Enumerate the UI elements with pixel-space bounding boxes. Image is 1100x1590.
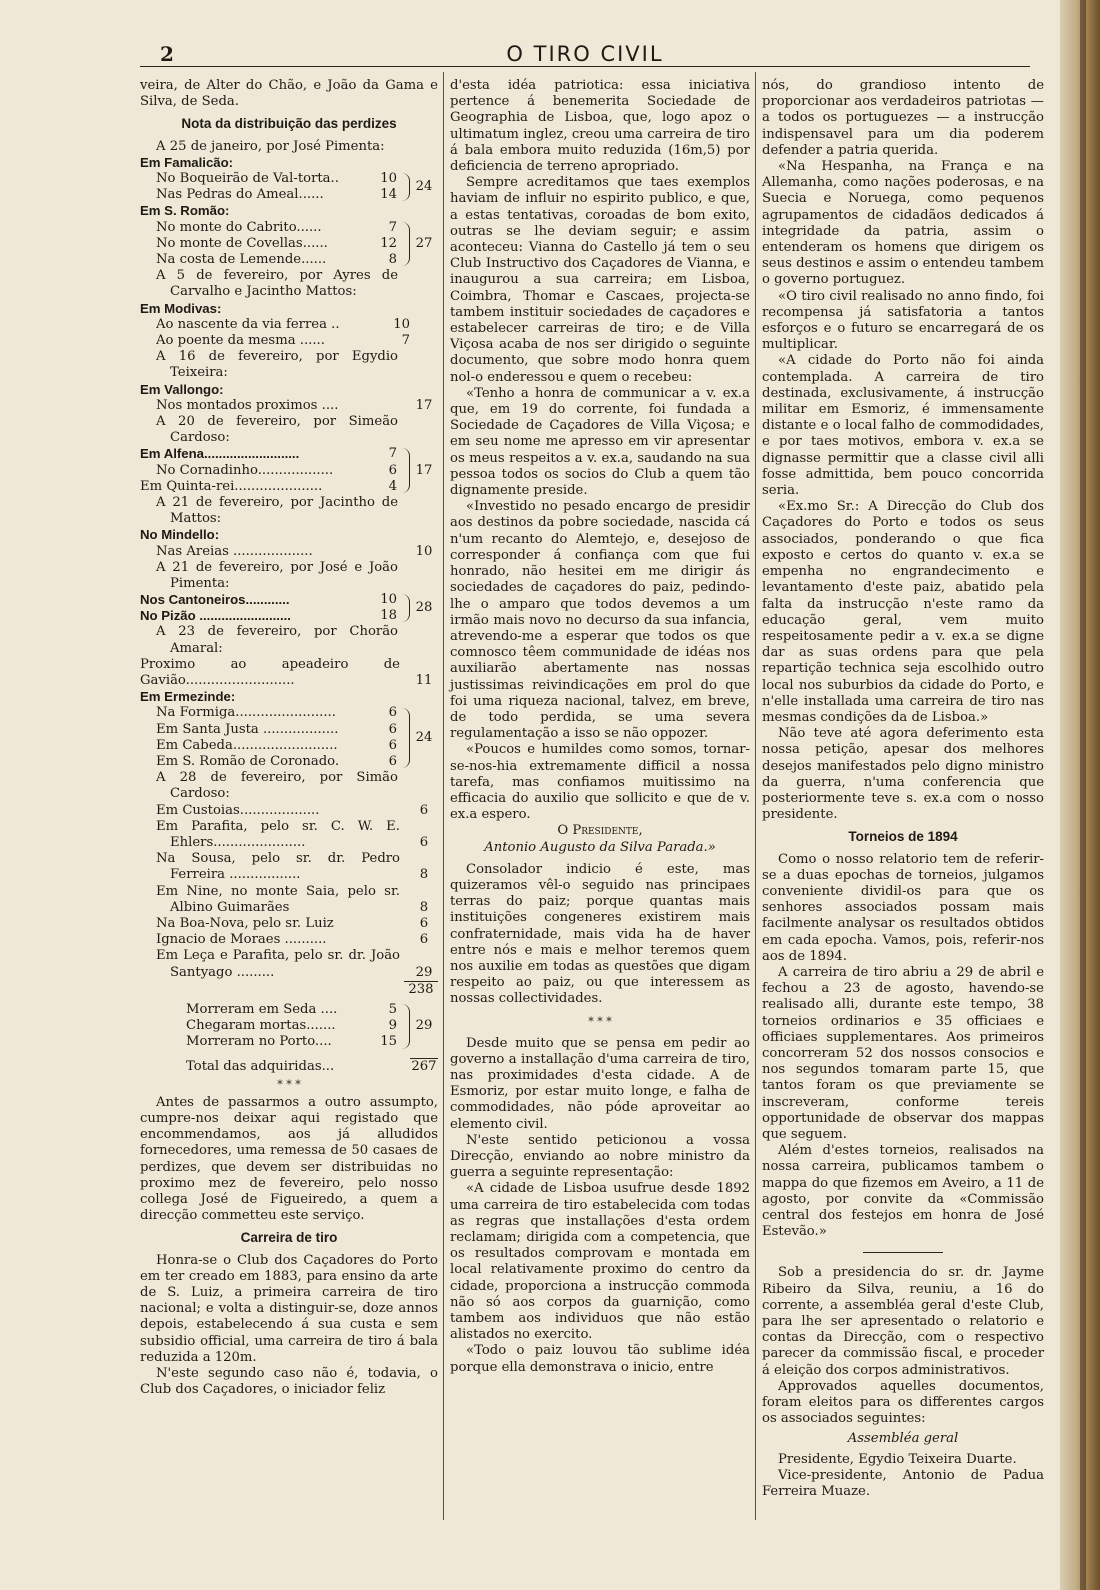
entry-count: 10 [380, 171, 397, 186]
brace [397, 708, 410, 769]
location-heading: Em Famalicão: [140, 154, 234, 170]
section-separator: * * * [588, 1014, 612, 1028]
entry-group [140, 446, 438, 495]
paragraph: Além d'estes torneios, realisados na nossa carreira, publicamos tambem o mappa do que fizemos em Aveiro, a 11 de agosto, por convite da «Commissão central dos festejos em honra de José Estevão.» [762, 1143, 1044, 1240]
entry-count: 10 [393, 316, 410, 332]
entry-label: Ao poente da mesma ...... [156, 332, 325, 348]
entry-label: Em S. Romão de Coronado. [156, 754, 340, 770]
entry-count: 11 [415, 673, 433, 689]
paragraph: «Tenho a honra de communicar a v. ex.a que, em 19 do corrente, foi fundada a Sociedade de Caçadores de Villa Viçosa; e em seu nome me apresso em vir apresentar os meus respeitos a v. ex.a, saudando na sua pessoa todos os socios do Club a quem tão dignamente preside. [450, 385, 750, 499]
entry-group [140, 220, 438, 269]
entry-count: 15 [380, 1034, 397, 1050]
page-header [140, 42, 1030, 67]
entry-count: 6 [388, 705, 397, 721]
entry-label: No Boqueirão de Val-torta.. [156, 171, 339, 186]
entry-count: 29 [415, 964, 433, 980]
entry-label: Na Sousa, pelo sr. dr. Pedro Ferreira ................. [156, 851, 400, 883]
paragraph: «Todo o paiz louvou tão sublime idéa porque ella demonstrava o inicio, entre [450, 1343, 750, 1375]
paragraph: Approvados aquelles documentos, foram eleitos para os differentes cargos os associados seguintes: [762, 1378, 1044, 1427]
paragraph: N'este segundo caso não é, todavia, o Club dos Caçadores, o iniciador feliz [140, 1366, 438, 1398]
entry-count: 6 [419, 916, 429, 932]
paragraph: Consolador indicio é este, mas quizeramos vêl-o seguido nas principaes terras do paiz; porque quantas mais instituições congeneres existirem mais confraternidade, mais vida ha de haver entre nós e mais e melhor teremos quem nos auxilie em todas as questões que digam respeito ao paiz, ou que interessem as nossas collectividades. [450, 861, 750, 1007]
paragraph: «Ex.mo Sr.: A Direcção do Club dos Caçadores do Porto e todos os seus associados, ponderando o que fica exposto e certos do quanto v. ex.a se empenha no engrandecimento e levantamento d'este paiz, abatido pela falta da instrucção n'este ramo da educação geral, vem muito respeitosamente pedir a v. ex.a se digne dar as suas ordens para que pela repartição technica seja escolhido outro local nos suburbios da cidade do Porto, e n'elle installada uma carreira de tiro nas mesmas condições da de Lisboa.» [762, 499, 1044, 725]
column-divider [755, 72, 756, 1520]
entry-count: 6 [388, 721, 397, 737]
entry-count: 4 [388, 478, 397, 494]
paragraph: nós, do grandioso intento de proporcionar aos verdadeiros patriotas — a todos os portuguezes — a instrucção indispensavel para um dia poderem defender a patria querida. [762, 78, 1044, 158]
entry-count: 17 [415, 397, 433, 413]
entry-count: 18 [380, 608, 397, 624]
entry-label: Ao nascente da via ferrea .. [156, 316, 340, 332]
signature-name: Antonio Augusto da Silva Parada.» [484, 839, 716, 855]
section-heading: Nota da distribuição das perdizes [181, 116, 397, 132]
paragraph: «Na Hespanha, na França e na Allemanha, como nações poderosas, e na Suecia e Noruega, como pequenos agrupamentos de cidadãos dedicados á integridade da patria, assim o entenderam os homens que dirigem os seus destinos e assim o entendeu tambem o governo portuguez. [762, 159, 1044, 288]
entry-label: No monte de Covellas...... [156, 235, 328, 251]
binding-shadow [1080, 0, 1086, 1590]
paragraph: «Poucos e humildes como somos, tornar-se-nos-hia extremamente difficil a nossa tarefa, mas confiamos muitissimo na efficacia do auxilio que sollicito e que de v. ex.a espero. [450, 742, 750, 823]
paragraph: Sob a presidencia do sr. dr. Jayme Ribeiro da Silva, reuniu, a 16 do corrente, a assembléa geral d'este Club, para lhe ser apresentado o relatorio e contas da Direcção, com o respectivo parecer da commissão fiscal, e proceder á eleição dos corpos administrativos. [762, 1265, 1044, 1378]
entry-count: 12 [380, 235, 397, 251]
entry-label: Nos montados proximos .... [156, 397, 339, 413]
entry-group [140, 1002, 438, 1051]
entry-count: 8 [419, 899, 429, 915]
paragraph: «O tiro civil realisado no anno findo, foi recompensa já satisfatoria a tantos esforços e o futuro se encarregará de os multiplicar. [762, 288, 1044, 353]
entry-label: Em Parafita, pelo sr. C. W. E. Ehlers...................... [156, 818, 400, 851]
officer-line: Vice-presidente, Antonio de Padua Ferreira Muaze. [762, 1467, 1044, 1500]
entry-count: 6 [419, 835, 429, 851]
entry-label: Nas Pedras do Ameal...... [156, 187, 324, 203]
entry-count: 8 [419, 867, 429, 883]
entry-label: Proximo ao apeadeiro de Gavião.......................... [140, 656, 400, 689]
brace [397, 173, 410, 201]
entry-label: Na Formiga........................ [156, 705, 336, 721]
location-heading: Em Modivas: [140, 300, 222, 316]
date-line: A 23 de fevereiro, por Chorão Amaral: [156, 624, 398, 656]
paragraph: Antes de passarmos a outro assumpto, cumpre-nos deixar aqui registado que encommendamos, aos já alludidos fornecedores, uma remessa de 50 casaes de perdizes, que devem ser distribuidas no proximo mez de fevereiro, pelo nosso collega José de Figueiredo, a quem a direcção commetteu este serviço. [140, 1094, 438, 1224]
entry-count: 6 [419, 932, 429, 948]
entry-label: Em Quinta-rei..................... [140, 478, 323, 494]
date-line: A 16 de fevereiro, por Egydio Teixeira: [156, 349, 398, 381]
date-line: A 21 de fevereiro, por José e João Pimenta: [156, 559, 398, 591]
total-label: Total das adquiridas... [186, 1058, 335, 1074]
entry-label: No Pizão ......................... [140, 608, 291, 624]
entry-label: Nos Cantoneiros............ [140, 592, 290, 608]
date-line: A 28 de fevereiro, por Simão Cardoso: [156, 770, 398, 802]
date-line: A 21 de fevereiro, por Jacintho de Mattos: [156, 494, 398, 527]
section-heading: Carreira de tiro [240, 1230, 338, 1246]
paragraph: Sempre acreditamos que taes exemplos haviam de influir no espirito publico, e que, a estas tentativas, coroadas de bom exito, outras se lhe deviam seguir; e assim aconteceu: Vianna do Castello já tem o seu Club Instructivo dos Caçadores de Vianna, e inaugurou a sua carreira; em Lisboa, Coimbra, Thomar e Cascaes, projecta-se tambem instituir sociedades de caçadores e estabelecer carreiras de tiro; e de Villa Viçosa acaba de nos ser dirigido o seguinte documento, que sobre modo honra quem nol-o enderessou e quem o recebeu: [450, 175, 750, 385]
page-number: 2 [160, 42, 174, 66]
entry-count: 7 [401, 332, 410, 348]
location-heading: Em S. Romão: [140, 203, 230, 219]
group-sum: 27 [415, 235, 433, 251]
total-count: 267 [411, 1058, 437, 1074]
column-divider [443, 72, 444, 1520]
paragraph: Desde muito que se pensa em pedir ao governo a installação d'uma carreira de tiro, nas proximidades d'esta cidade. A de Esmoriz, por estar muito longe, e falha de commodidades, não póde aproveitar ao elemento civil. [450, 1035, 750, 1132]
paragraph: Como o nosso relatorio tem de referir-se a duas epochas de torneios, julgamos conveniente dividil-os para que os senhores associados possam mais facilmente analysar os resultados obtidos em cada epocha. Vamos, pois, referir-nos aos de 1894. [762, 851, 1044, 964]
paragraph: veira, de Alter do Chão, e João da Gama e Silva, de Seda. [140, 78, 438, 110]
entry-label: Na costa de Lemende...... [156, 251, 327, 267]
entry-label: Morreram no Porto.... [186, 1034, 332, 1050]
entry-label: Em Cabeda......................... [156, 737, 338, 753]
date-line: A 5 de fevereiro, por Ayres de Carvalho e Jacintho Mattos: [156, 268, 398, 300]
entry-label: Nas Areias ................... [156, 543, 313, 559]
entry-count: 10 [415, 543, 433, 559]
entry-count: 7 [388, 446, 397, 462]
paragraph: Não teve até agora deferimento esta nossa petição, apesar dos melhores desejos manifestados pelo digno ministro da guerra, n'uma conferencia que posteriormente teve s. ex.a com o nosso presidente. [762, 726, 1044, 823]
date-line: A 20 de fevereiro, por Simeão Cardoso: [156, 413, 398, 446]
location-heading: Em Vallongo: [140, 381, 224, 397]
paragraph: «Investido no pesado encargo de presidir aos destinos da pobre sociedade, nascida cá n'um recanto do Alemtejo, e, desejoso de corresponder á confiança com que fui honrado, não hesitei em me dirigir ás sociedades de caçadores do paiz, pedindo-lhe o amparo que todos devemos a um irmão mais novo no decurso da sua infancia, atrevendo-me a esperar que todos os que comnosco têem communidade de idéas nos auxiliarão abertamente nas nossas justissimas reivindicações em prol do que foi uma riqueza nacional, talvez, em breve, de todo perdida, se uma severa regulamentação a isso se não oppozer. [450, 499, 750, 742]
group-sum: 28 [415, 600, 433, 616]
entry-count: 6 [388, 754, 397, 770]
entry-label: Em Alfena.......................... [140, 446, 300, 462]
entry-label: Morreram em Seda .... [186, 1002, 338, 1018]
location-heading: Em Ermezinde: [140, 689, 236, 705]
entry-label: Em Custoias................... [156, 802, 320, 818]
brace [397, 222, 410, 267]
newspaper-title: O TIRO CIVIL [506, 42, 664, 66]
subsection-title: Assembléa geral [847, 1431, 959, 1447]
group-sum: 24 [415, 179, 433, 195]
entry-label: Ignacio de Moraes .......... [156, 932, 327, 948]
date-line: A 25 de janeiro, por José Pimenta: [156, 138, 385, 154]
entry-label: No Cornadinho.................. [156, 462, 334, 478]
entry-count: 6 [388, 462, 397, 478]
entry-count: 5 [388, 1002, 397, 1018]
officer-line: Presidente, Egydio Teixeira Duarte. [778, 1451, 1017, 1467]
entry-count: 14 [380, 187, 397, 203]
entry-group [140, 706, 438, 771]
brace [397, 1004, 410, 1049]
column-1 [140, 78, 438, 1398]
entry-label: Na Boa-Nova, pelo sr. Luiz [156, 916, 334, 932]
paragraph: d'esta idéa patriotica: essa iniciativa pertence á benemerita Sociedade de Geographia de Lisboa, que, logo apoz o ultimatum inglez, creou uma carreira de tiro á bala embora muito reduzida (16m,5) por deficiencia de terreno apropriado. [450, 78, 750, 175]
entry-count: 10 [380, 592, 397, 608]
subtotal: 238 [404, 981, 438, 998]
group-sum: 29 [415, 1018, 433, 1034]
entry-group [140, 592, 438, 624]
paragraph: «A cidade de Lisboa usufrue desde 1892 uma carreira de tiro estabelecida com todas as regras que installações d'esta ordem reclamam; dirigida com a competencia, que os resultados comprovam e montada em local relativamente proximo do centro da cidade, proporciona a instrucção commoda não só aos corpos da guarnição, como tambem aos individuos que não estão alistados no exercito. [450, 1181, 750, 1343]
paragraph: «A cidade do Porto não foi ainda contemplada. A carreira de tiro destinada, exclusivamente, á instrucção militar em Esmoriz, é immensamente distante e o local falho de commodidades, e por taes motivos, embora v. ex.a se dignasse permittir que a classe civil alli fosse admittida, bem pouco concorrida seria. [762, 353, 1044, 499]
entry-label: Chegaram mortas....... [186, 1018, 336, 1034]
paragraph: Honra-se o Club dos Caçadores do Porto em ter creado em 1883, para ensino da arte de S. Luiz, a primeira carreira de tiro nacional; e volta a distinguir-se, doze annos depois, estabelecendo á sua custa e sem subsidio official, uma carreira de tiro á bala reduzida a 120m. [140, 1252, 438, 1365]
entry-count: 6 [419, 802, 429, 818]
brace [397, 594, 410, 622]
entry-count: 6 [388, 737, 397, 753]
entry-count: 9 [388, 1018, 397, 1034]
column-2 [450, 78, 750, 1376]
entry-label: Em Santa Justa .................. [156, 721, 339, 737]
entry-label: No monte do Cabrito...... [156, 219, 322, 235]
signature-title: O Presidente, [557, 823, 643, 839]
brace [397, 448, 410, 493]
group-sum: 17 [415, 462, 433, 478]
section-separator: * * * [277, 1077, 301, 1091]
paragraph: N'este sentido peticionou a vossa Direcção, enviando ao nobre ministro da guerra a seguinte representação: [450, 1132, 750, 1181]
entry-group [140, 171, 438, 203]
section-rule [863, 1252, 943, 1253]
location-heading: No Mindello: [140, 527, 220, 543]
entry-count: 7 [388, 219, 397, 235]
entry-count: 8 [388, 251, 397, 267]
paragraph: A carreira de tiro abriu a 29 de abril e fechou a 23 de agosto, havendo-se realisado alli, durante este tempo, 38 torneios ordinarios e 35 officiaes e officiaes supplementares. Aos primeiros concorreram 52 dos nossos consocios e nos segundos tomaram parte 15, que tantos foram os que previamente se inscreveram, conforme tereis opportunidade de observar dos mappas que seguem. [762, 964, 1044, 1142]
group-sum: 24 [415, 729, 433, 745]
entry-label: Em Leça e Parafita, pelo sr. dr. João Santyago ......... [156, 948, 400, 980]
entry-label: Em Nine, no monte Saia, pelo sr. Albino Guimarães [156, 883, 400, 915]
column-3 [762, 78, 1044, 1500]
section-heading: Torneios de 1894 [848, 829, 958, 845]
